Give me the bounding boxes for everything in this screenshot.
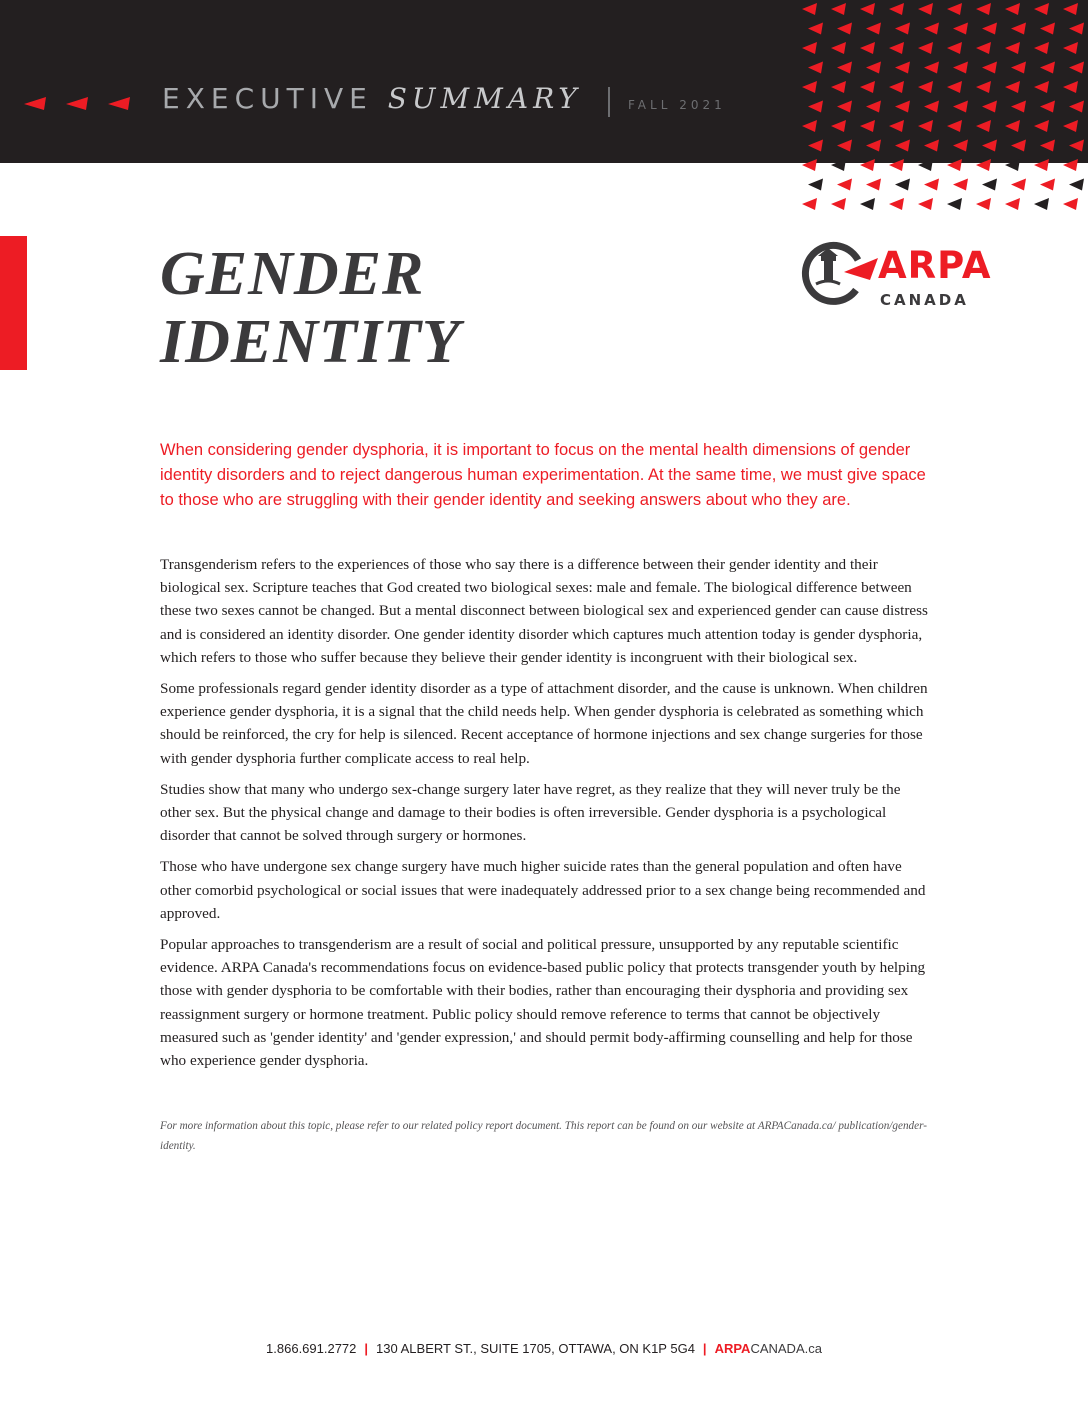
pattern-triangle (918, 159, 933, 171)
pattern-triangle (976, 198, 991, 210)
pattern-triangle (860, 159, 875, 171)
body-paragraph: Some professionals regard gender identity disorder as a type of attachment disorder, and the cause is unknown. When children experience gender dysphoria, it is a signal that the child needs help. When gender dysphoria is celebrated as something which should be reinforced, the cry for help is silenced. Recent acceptance of hormone injections and sex change surgeries for those with gender dysphoria further complicate access to real help. (160, 680, 928, 767)
pattern-triangle (1040, 62, 1055, 74)
header-title (162, 82, 582, 115)
body-paragraph: Popular approaches to transgenderism are a result of social and political pressure, unsupported by any reputable scientific evidence. ARPA Canada's recommendations focus on evidence-based public policy that protects transgender youth by helping those with gender dysphoria to be comfortable with their bodies, rather than encouraging their dysphoria and providing sex reassignment surgery or hormone treatment. Public policy should remove reference to terms that cannot be objectively measured such as 'gender identity' and 'gender expression,' and should permit body-affirming counselling and help for those who experience gender dysphoria. (160, 936, 926, 1070)
page-title (160, 240, 461, 376)
logo-subtitle: CANADA (880, 291, 969, 309)
pattern-triangle (860, 81, 875, 93)
pattern-triangle (976, 159, 991, 171)
pattern-triangle (866, 179, 881, 191)
pattern-triangle (976, 3, 991, 15)
header-divider (608, 87, 610, 117)
body-paragraph: Studies show that many who undergo sex-change surgery later have regret, as they realize that they will never truly be the other sex. But the physical change and damage to their bodies is often irreversible. Gender dysphoria is a psychological disorder that cannot be solved through surgery or hormones. (160, 780, 901, 845)
footer-address: 130 ALBERT ST., SUITE 1705, OTTAWA, ON K1P 5G4 (376, 1341, 695, 1356)
pattern-triangle (802, 3, 817, 15)
pattern-triangle (889, 81, 904, 93)
pattern-triangle (982, 140, 997, 152)
pattern-triangle (982, 23, 997, 35)
pattern-triangle (802, 42, 817, 54)
side-accent-bar (0, 236, 27, 370)
pattern-triangle (866, 23, 881, 35)
pattern-triangle (1034, 3, 1049, 15)
footer-site-brand: ARPA (714, 1341, 751, 1356)
pattern-triangle (982, 179, 997, 191)
arrows-icon (24, 96, 144, 112)
pattern-triangle (866, 62, 881, 74)
pattern-triangle (889, 159, 904, 171)
pattern-triangle (1069, 179, 1084, 191)
pattern-triangle (1063, 3, 1078, 15)
pattern-triangle (802, 120, 817, 132)
footer-divider: | (364, 1341, 369, 1356)
pattern-triangle (1011, 140, 1026, 152)
pattern-triangle (837, 23, 852, 35)
pattern-triangle (808, 140, 823, 152)
pattern-triangle (1040, 23, 1055, 35)
pattern-triangle (831, 42, 846, 54)
pattern-triangle (953, 179, 968, 191)
pattern-triangle (860, 3, 875, 15)
pattern-triangle (924, 140, 939, 152)
pattern-triangle (1005, 159, 1020, 171)
pattern-triangle (866, 140, 881, 152)
pattern-triangle (831, 198, 846, 210)
pattern-triangle (1034, 120, 1049, 132)
pattern-triangle (860, 42, 875, 54)
pattern-triangle (976, 42, 991, 54)
pattern-triangle (953, 101, 968, 113)
pattern-triangle (1011, 101, 1026, 113)
pattern-triangle (953, 23, 968, 35)
pattern-triangle (1011, 23, 1026, 35)
pattern-triangle (895, 179, 910, 191)
pattern-triangle (918, 42, 933, 54)
title-line-1: GENDER (160, 240, 425, 308)
header-date: FALL 2021 (628, 98, 726, 112)
pattern-triangle (831, 120, 846, 132)
pattern-triangle (1063, 81, 1078, 93)
pattern-triangle (889, 120, 904, 132)
pattern-triangle (947, 42, 962, 54)
pattern-triangle (808, 101, 823, 113)
footer-phone: 1.866.691.2772 (266, 1341, 357, 1356)
header-word-summary: SUMMARY (387, 82, 582, 115)
title-line-2: IDENTITY (160, 308, 461, 376)
pattern-triangle (1005, 120, 1020, 132)
pattern-triangle (1063, 198, 1078, 210)
body-paragraph: Those who have undergone sex change surgery have much higher suicide rates than the general population and often have other comorbid psychological or social issues that were inadequately addressed prior to a sex change being recommended and approved. (160, 858, 926, 922)
pattern-triangle (982, 101, 997, 113)
pattern-triangle (1034, 81, 1049, 93)
pattern-triangle (860, 120, 875, 132)
pattern-triangle (1011, 179, 1026, 191)
pattern-triangle (947, 120, 962, 132)
pattern-triangle (802, 159, 817, 171)
pattern-triangle (1034, 198, 1049, 210)
pattern-triangle (918, 81, 933, 93)
footer-website-link[interactable] (715, 1341, 822, 1356)
pattern-triangle (953, 62, 968, 74)
pattern-triangle (1040, 179, 1055, 191)
pattern-triangle (918, 198, 933, 210)
pattern-triangle (1005, 198, 1020, 210)
pattern-triangle (802, 81, 817, 93)
triangle-pattern (798, 0, 1088, 220)
pattern-triangle (808, 62, 823, 74)
pattern-triangle (837, 140, 852, 152)
pattern-triangle (837, 179, 852, 191)
pattern-triangle (918, 3, 933, 15)
pattern-triangle (947, 3, 962, 15)
pattern-triangle (924, 179, 939, 191)
pattern-triangle (924, 62, 939, 74)
pattern-triangle (895, 101, 910, 113)
pattern-triangle (1069, 62, 1084, 74)
pattern-triangle (837, 101, 852, 113)
logo-wordmark: ARPA (878, 244, 992, 287)
pattern-triangle (1034, 42, 1049, 54)
pattern-triangle (1005, 42, 1020, 54)
pattern-triangle (837, 62, 852, 74)
pattern-triangle (924, 23, 939, 35)
footer-divider: | (702, 1341, 707, 1356)
footnote: For more information about this topic, please refer to our related policy report document. This report can be found on our website at ARPACanada.ca/ publication/gender-identity. (160, 1120, 927, 1152)
pattern-triangle (1069, 101, 1084, 113)
pattern-triangle (895, 62, 910, 74)
footer-contact (0, 1341, 1088, 1356)
pattern-triangle (860, 198, 875, 210)
pattern-triangle (866, 101, 881, 113)
pattern-triangle (831, 159, 846, 171)
pattern-triangle (918, 120, 933, 132)
header-word-executive: EXECUTIVE (162, 82, 373, 115)
body-paragraph: Transgenderism refers to the experiences of those who say there is a difference between their gender identity and their biological sex. Scripture teaches that God created two biological sexes: male and female. The biological difference between these two sexes cannot be changed. But a mental disconnect between biological sex and experienced gender can cause distress and is considered an identity disorder. One gender identity disorder which captures much attention today is gender dysphoria, which refers to those who suffer because they believe their gender identity is incongruent with their biological sex. (160, 556, 928, 666)
pattern-triangle (889, 3, 904, 15)
pattern-triangle (1034, 159, 1049, 171)
pattern-triangle (1069, 140, 1084, 152)
pattern-triangle (1040, 101, 1055, 113)
pattern-triangle (1063, 159, 1078, 171)
pattern-triangle (895, 23, 910, 35)
footer-site-rest: CANADA.ca (750, 1341, 822, 1356)
pattern-triangle (1063, 120, 1078, 132)
pattern-triangle (895, 140, 910, 152)
pattern-triangle (1005, 81, 1020, 93)
pattern-triangle (947, 81, 962, 93)
pattern-triangle (947, 159, 962, 171)
pattern-triangle (808, 179, 823, 191)
pattern-triangle (1040, 140, 1055, 152)
lead-paragraph: When considering gender dysphoria, it is important to focus on the mental health dimensions of gender identity disorders and to reject dangerous human experimentation. At the same time, we must give space to those who are struggling with their gender identity and seeking answers about who they are. (160, 441, 926, 509)
pattern-triangle (924, 101, 939, 113)
pattern-triangle (831, 81, 846, 93)
pattern-triangle (802, 198, 817, 210)
pattern-triangle (831, 3, 846, 15)
pattern-triangle (1069, 23, 1084, 35)
pattern-triangle (889, 42, 904, 54)
pattern-triangle (808, 23, 823, 35)
pattern-triangle (1005, 3, 1020, 15)
pattern-triangle (1011, 62, 1026, 74)
pattern-triangle (976, 81, 991, 93)
pattern-triangle (982, 62, 997, 74)
body-text (160, 553, 935, 1080)
pattern-triangle (1063, 42, 1078, 54)
pattern-triangle (976, 120, 991, 132)
pattern-triangle (953, 140, 968, 152)
pattern-triangle (889, 198, 904, 210)
pattern-triangle (947, 198, 962, 210)
